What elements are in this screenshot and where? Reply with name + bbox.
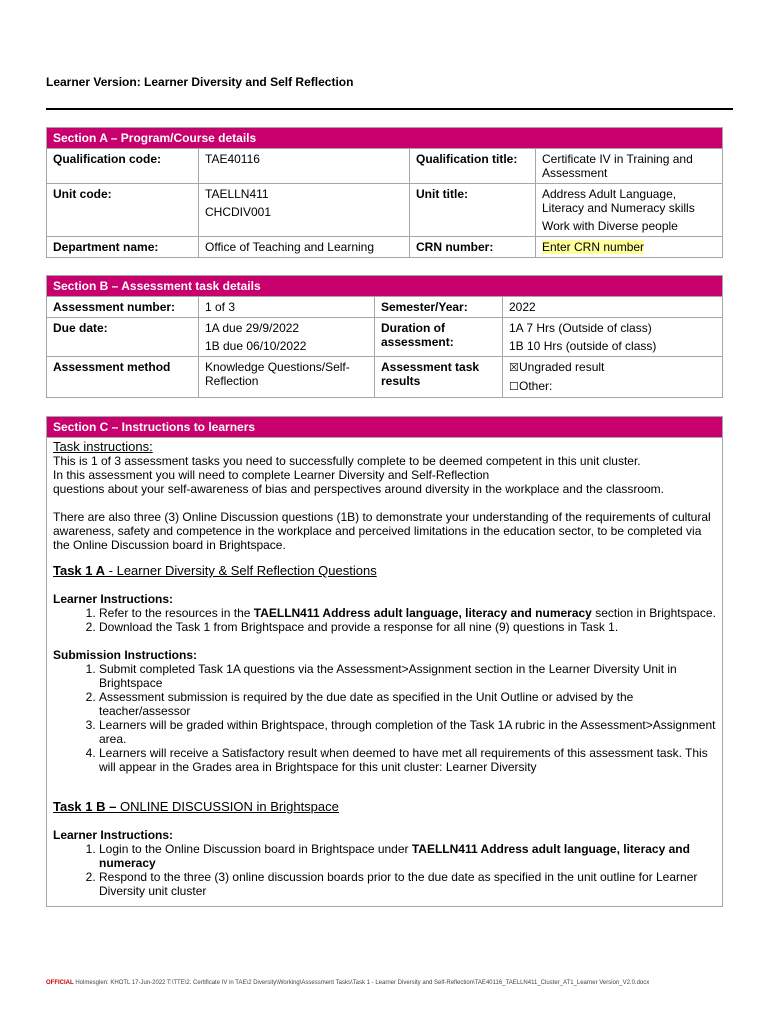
due-date-cell bbox=[199, 318, 375, 357]
due-date-1a: 1A due 29/9/2022 bbox=[205, 321, 300, 335]
section-c-body bbox=[47, 438, 723, 907]
document-header-title: Learner Version: Learner Diversity and Self Reflection bbox=[46, 75, 354, 89]
official-marking: OFFICIAL bbox=[46, 980, 74, 986]
crn-input-placeholder[interactable]: Enter CRN number bbox=[542, 240, 645, 254]
list-item: 2. Download the Task 1 from Brightspace and provide a response for all nine (9) questions in Task 1. bbox=[99, 620, 716, 634]
unit-title-2: Work with Diverse people bbox=[542, 219, 678, 233]
task-1b-title bbox=[53, 800, 716, 814]
qual-code-label: Qualification code: bbox=[47, 149, 199, 184]
unit-title-1: Address Adult Language, Literacy and Numeracy skills bbox=[542, 187, 695, 215]
task-1a-title bbox=[53, 564, 716, 578]
list-item-bold: TAELLN411 Address adult language, literacy and numeracy bbox=[253, 606, 592, 620]
crn-label: CRN number: bbox=[410, 237, 536, 258]
list-item-text: section in Brightspace. bbox=[591, 606, 716, 620]
results-label: Assessment task results bbox=[375, 357, 503, 398]
section-c-header: Section C – Instructions to learners bbox=[47, 417, 723, 438]
intro-paragraph-3: questions about your self-awareness of bias and perspectives around diversity in the workplace and the classroom. bbox=[53, 482, 664, 496]
task-1a-rest: - Learner Diversity & Self Reflection Questions bbox=[105, 563, 377, 578]
unit-code-cell bbox=[199, 184, 410, 237]
task-1b-learner-instructions-label: Learner Instructions: bbox=[53, 828, 174, 842]
list-item-text: Refer to the resources in the bbox=[99, 606, 254, 620]
unchecked-checkbox-icon[interactable]: ☐ bbox=[509, 381, 519, 393]
list-item: 4. Learners will receive a Satisfactory result when deemed to have met all requirements of this assessment task. This will appear in the Grades area in Brightspace for this unit cluster: Learner Diversity bbox=[99, 746, 716, 774]
result-option-other[interactable] bbox=[509, 379, 716, 394]
task-1b-rest: ONLINE DISCUSSION in Brightspace bbox=[116, 799, 339, 814]
section-b-header: Section B – Assessment task details bbox=[47, 276, 723, 297]
department-label: Department name: bbox=[47, 237, 199, 258]
qual-title-label: Qualification title: bbox=[410, 149, 536, 184]
intro-paragraph-4: There are also three (3) Online Discussion questions (1B) to demonstrate your understanding of the requirements of cultural awareness, safety and competence in the workplace and perceived limitations in the education sector, to be completed via the Online Discussion board in Brightspace. bbox=[53, 510, 711, 552]
unit-title-label: Unit title: bbox=[410, 184, 536, 237]
list-item: 2. Respond to the three (3) online discussion boards prior to the due date as specified in the unit outline for Learner Diversity unit cluster bbox=[99, 870, 716, 898]
result-option-ungraded-label: Ungraded result bbox=[519, 360, 605, 374]
intro-paragraph-2: In this assessment you will need to complete Learner Diversity and Self-Reflection bbox=[53, 468, 490, 482]
duration-1a: 1A 7 Hrs (Outside of class) bbox=[509, 321, 652, 335]
header-rule bbox=[46, 108, 733, 110]
qual-title-value: Certificate IV in Training and Assessment bbox=[536, 149, 723, 184]
list-item bbox=[99, 842, 716, 870]
footer-path: Holmesglen: KHOTL 17-Jun-2022 T:\TTE\2. Certificate IV in TAE\2 Diversity\Working\Assessment Tasks\Task 1 - Learner Diversity and Self-Reflection\TAE40116_TAELLN411_Cluster_AT1_Learner Version_V2.0.docx bbox=[73, 980, 650, 986]
unit-title-cell bbox=[536, 184, 723, 237]
list-item bbox=[99, 606, 716, 620]
results-cell bbox=[503, 357, 723, 398]
list-item: 3. Learners will be graded within Brightspace, through completion of the Task 1A rubric in the Assessment>Assignment area. bbox=[99, 718, 716, 746]
due-date-label: Due date: bbox=[47, 318, 199, 357]
task-1b-learner-list bbox=[53, 842, 716, 898]
section-a-header: Section A – Program/Course details bbox=[47, 128, 723, 149]
duration-cell bbox=[503, 318, 723, 357]
task-1b-prefix: Task 1 B – bbox=[53, 799, 117, 814]
document-footer bbox=[46, 980, 649, 986]
list-item: 2. Assessment submission is required by the due date as specified in the Unit Outline or advised by the teacher/assessor bbox=[99, 690, 716, 718]
due-date-1b: 1B due 06/10/2022 bbox=[205, 339, 307, 353]
qual-code-value: TAE40116 bbox=[199, 149, 410, 184]
crn-cell bbox=[536, 237, 723, 258]
checked-checkbox-icon[interactable]: ☒ bbox=[509, 362, 519, 374]
task-1a-learner-list bbox=[53, 606, 716, 634]
list-item: 1. Submit completed Task 1A questions via the Assessment>Assignment section in the Learner Diversity Unit in Brightspace bbox=[99, 662, 716, 690]
list-item-text: Login to the Online Discussion board in Brightspace under bbox=[99, 842, 412, 856]
submission-instructions-label: Submission Instructions: bbox=[53, 648, 198, 662]
assessment-number-value: 1 of 3 bbox=[199, 297, 375, 318]
assessment-method-label: Assessment method bbox=[47, 357, 199, 398]
semester-value: 2022 bbox=[503, 297, 723, 318]
task-1a-learner-instructions-label: Learner Instructions: bbox=[53, 592, 174, 606]
result-option-other-label: Other: bbox=[519, 379, 553, 393]
unit-code-label: Unit code: bbox=[47, 184, 199, 237]
section-c-table bbox=[46, 416, 723, 907]
list-item-bold: TAELLN411 Address adult language, literacy and numeracy bbox=[99, 842, 690, 870]
section-b-table bbox=[46, 275, 723, 398]
duration-label: Duration of assessment: bbox=[375, 318, 503, 357]
department-value: Office of Teaching and Learning bbox=[199, 237, 410, 258]
intro-paragraph-1: This is 1 of 3 assessment tasks you need to successfully complete to be deemed competent in this unit cluster. bbox=[53, 454, 641, 468]
assessment-method-value: Knowledge Questions/Self-Reflection bbox=[199, 357, 375, 398]
unit-code-2: CHCDIV001 bbox=[205, 205, 272, 219]
result-option-ungraded[interactable] bbox=[509, 360, 716, 375]
semester-label: Semester/Year: bbox=[375, 297, 503, 318]
submission-list bbox=[53, 662, 716, 774]
task-instructions-heading: Task instructions: bbox=[53, 439, 153, 454]
section-a-table bbox=[46, 127, 723, 258]
task-1a-prefix: Task 1 A bbox=[53, 563, 106, 578]
unit-code-1: TAELLN411 bbox=[205, 187, 269, 201]
assessment-number-label: Assessment number: bbox=[47, 297, 199, 318]
duration-1b: 1B 10 Hrs (outside of class) bbox=[509, 339, 657, 353]
